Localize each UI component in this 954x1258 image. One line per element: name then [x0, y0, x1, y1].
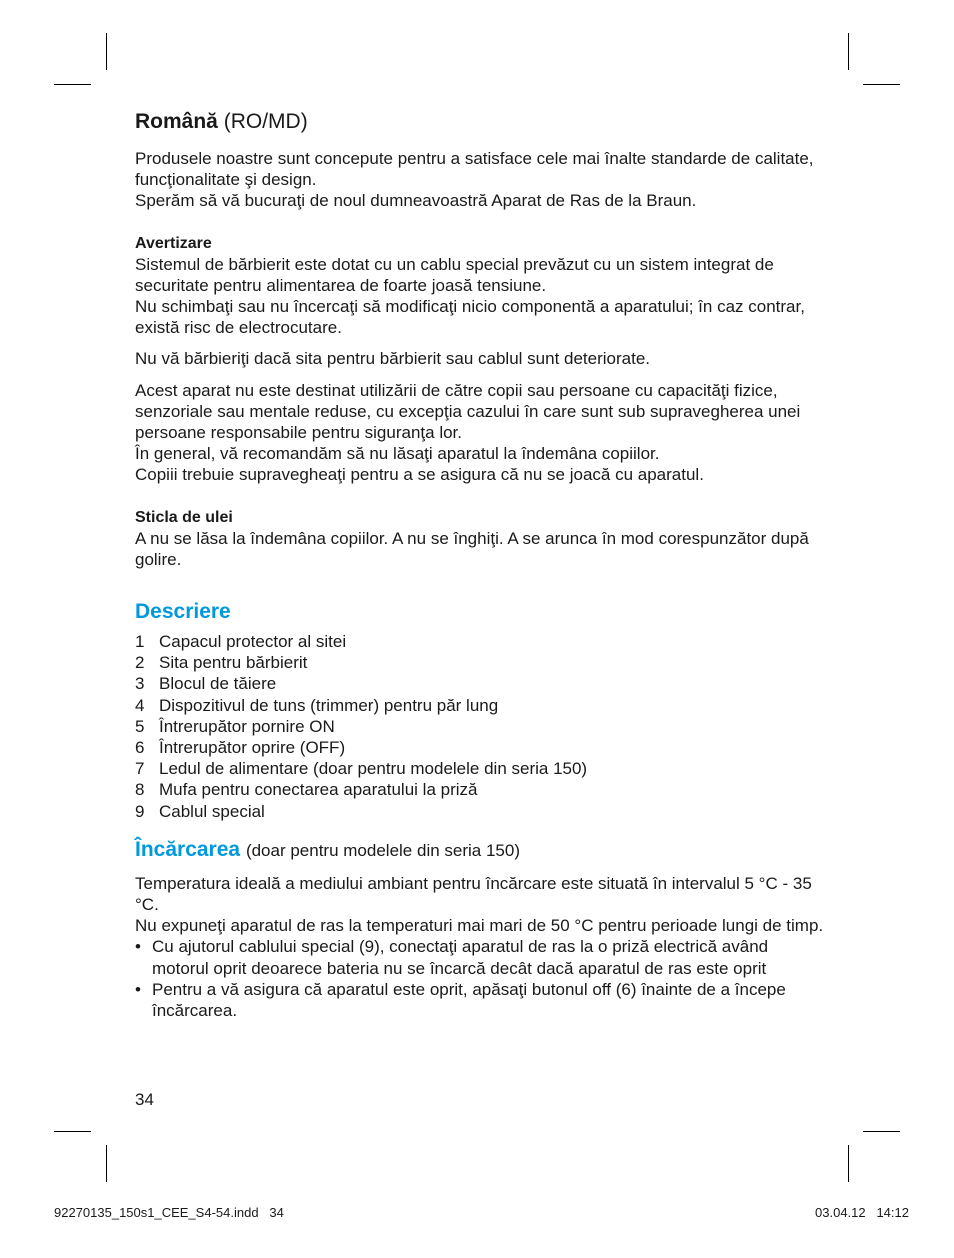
- charging-heading-note: (doar pentru modelele din seria 150): [245, 840, 520, 860]
- list-item: 9 Cablul special: [135, 801, 265, 821]
- list-item: 7 Ledul de alimentare (doar pentru modelele din seria 150): [135, 759, 588, 779]
- charging-bullets: [135, 936, 825, 1021]
- list-item: 8 Mufa pentru conectarea aparatului la priză: [135, 780, 478, 800]
- warning-paragraph-3: Nu vă bărbieriţi dacă sita pentru bărbierit sau cablul sunt deteriorate.: [135, 349, 651, 369]
- list-item: 4 Dispozitivul de tuns (trimmer) pentru păr lung: [135, 695, 499, 715]
- intro-paragraph-1: Produsele noastre sunt concepute pentru a satisface cele mai înalte standarde de calitate, funcţionalitate şi design.: [135, 149, 814, 190]
- crop-mark-bottom-left-h: [54, 1131, 91, 1132]
- charging-paragraph-1: Temperatura ideală a mediului ambiant pentru încărcare este situată în intervalul 5 °C - 35 °C.: [135, 873, 812, 915]
- crop-mark-bottom-right-v: [848, 1145, 849, 1182]
- crop-mark-top-right-h: [863, 84, 900, 85]
- oil-heading: Sticla de ulei: [135, 508, 233, 526]
- list-item: • Cu ajutorul cablului special (9), conectaţi aparatul de ras la o priză electrică având motorul oprit deoarece bateria nu se încarcă decât dacă aparatul de ras este oprit: [135, 937, 769, 978]
- charging-paragraph-2: Nu expuneţi aparatul de ras la temperaturi mai mari de 50 °C pentru perioade lungi de timp.: [135, 916, 824, 936]
- charging-heading: [135, 836, 825, 865]
- description-heading: Descriere: [135, 600, 231, 624]
- title-language: Română: [135, 110, 218, 133]
- list-item: 1 Capacul protector al sitei: [135, 632, 347, 652]
- crop-mark-top-left-v: [106, 33, 107, 70]
- charging-heading-text: Încărcarea: [135, 837, 241, 861]
- footer-file-info: 92270135_150s1_CEE_S4-54.indd 34: [54, 1205, 284, 1220]
- warning-paragraph-4: Acest aparat nu este destinat utilizării de către copii sau persoane cu capacităţi fizice, senzoriale sau mentale reduse, cu excepţia cazului în care sunt sub supravegherea unei persoane responsabile pentru siguranţa lor.: [135, 380, 801, 443]
- warning-paragraph-5: În general, vă recomandăm să nu lăsaţi aparatul la îndemâna copiilor.: [135, 444, 660, 464]
- crop-mark-top-right-v: [848, 33, 849, 70]
- warning-paragraph-1: Sistemul de bărbierit este dotat cu un cablu special prevăzut cu un sistem integrat de securitate pentru alimentarea de foarte joasă tensiune.: [135, 254, 774, 295]
- intro-paragraph-2: Sperăm să vă bucuraţi de noul dumneavoastră Aparat de Ras de la Braun.: [135, 191, 697, 211]
- list-item: 5 Întrerupător pornire ON: [135, 716, 335, 736]
- warning-paragraph-2: Nu schimbaţi sau nu încercaţi să modificaţi nicio componentă a aparatului; în caz contrar, există risc de electrocutare.: [135, 297, 805, 338]
- crop-mark-bottom-left-v: [106, 1145, 107, 1182]
- crop-mark-top-left-h: [54, 84, 91, 85]
- warning-heading: Avertizare: [135, 234, 212, 252]
- list-item: • Pentru a vă asigura că aparatul este oprit, apăsaţi butonul off (6) înainte de a începe încărcarea.: [135, 979, 786, 1021]
- description-list: [135, 631, 825, 822]
- page-content: [135, 108, 825, 1021]
- warning-paragraph-6: Copiii trebuie supravegheaţi pentru a se asigura că nu se joacă cu aparatul.: [135, 465, 704, 485]
- list-item: 2 Sita pentru bărbierit: [135, 653, 308, 673]
- page-number: 34: [135, 1090, 154, 1109]
- title-region: (RO/MD): [223, 110, 308, 133]
- footer-timestamp: 03.04.12 14:12: [815, 1205, 909, 1220]
- page-title: [135, 108, 825, 136]
- list-item: 6 Întrerupător oprire (OFF): [135, 738, 346, 758]
- list-item: 3 Blocul de tăiere: [135, 674, 277, 694]
- oil-paragraph: A nu se lăsa la îndemâna copiilor. A nu se înghiţi. A se arunca în mod corespunzător după golire.: [135, 528, 809, 569]
- crop-mark-bottom-right-h: [863, 1131, 900, 1132]
